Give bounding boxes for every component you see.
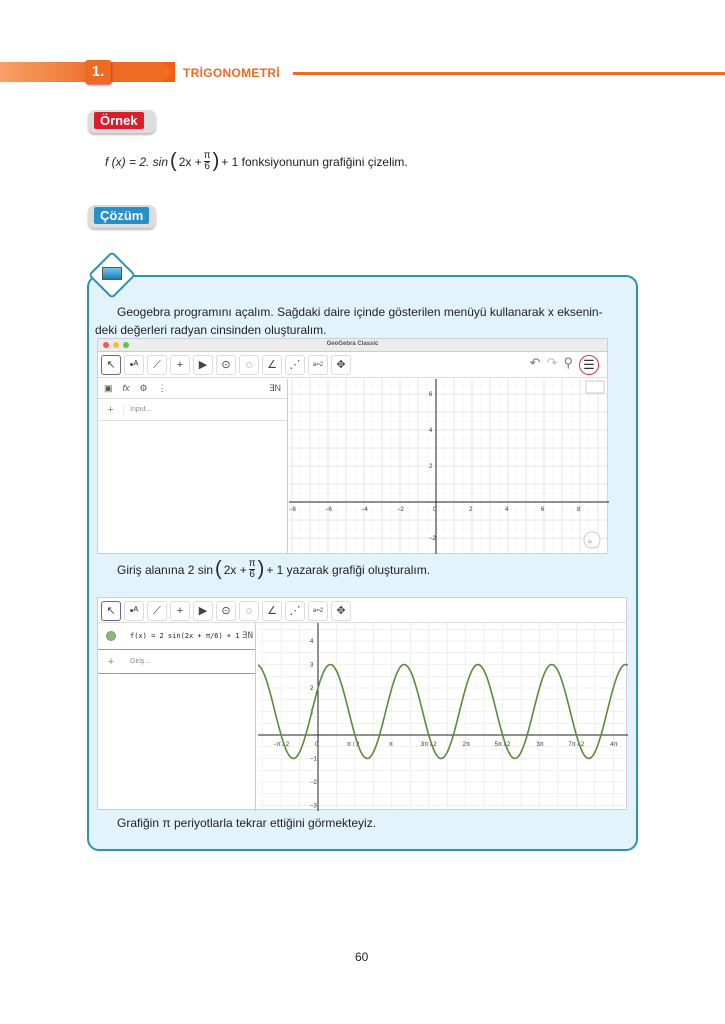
x-tick-label: −2 <box>397 507 404 513</box>
fx-icon[interactable]: fx <box>122 383 130 393</box>
algebra-panel <box>98 623 256 811</box>
x-tick-label: 4 <box>505 507 509 513</box>
x-tick-label: −6 <box>325 507 332 513</box>
x-tick-label: 6 <box>541 507 545 513</box>
home-button <box>584 532 600 548</box>
algebra-panel <box>98 379 288 554</box>
redo-icon[interactable]: ↷ <box>546 355 558 370</box>
x-tick-label: 2 <box>469 507 473 513</box>
x-tick-label: 5π / 2 <box>494 742 511 748</box>
header-line <box>293 72 725 75</box>
circle-3pt-tool[interactable]: ◌ <box>239 355 259 375</box>
page-number: 60 <box>355 950 369 964</box>
window-title: GeoGebra Classic <box>326 341 379 347</box>
x-tick-label: 7π / 2 <box>568 742 585 748</box>
solution-badge: Çözüm <box>88 205 156 228</box>
y-tick-label: 6 <box>429 392 433 398</box>
x-tick-label: 8 <box>577 507 581 513</box>
x-tick-label: −π / 2 <box>273 742 290 748</box>
move-view-tool[interactable]: ✥ <box>331 601 351 621</box>
move-tool[interactable]: ↖ <box>101 355 121 375</box>
intro-text: Geogebra programını açalım. Sağdaki daire içinde gösterilen menüyü kullanarak x eksenin- deki değerleri radyan cinsinden oluşturalım. <box>95 305 603 337</box>
header-chevron <box>112 62 174 82</box>
input-field[interactable]: Input... <box>130 406 152 413</box>
y-tick-label: −2 <box>429 536 436 542</box>
y-tick-label: 4 <box>310 639 314 645</box>
x-tick-label: −8 <box>289 507 296 513</box>
function-expression[interactable]: f(x) = 2 sin(2x + π/6) + 1 <box>130 632 240 640</box>
y-tick-label: −3 <box>310 803 317 810</box>
add-icon[interactable]: + <box>98 404 124 416</box>
perpendicular-tool[interactable]: + <box>170 601 190 621</box>
menu-button[interactable]: ☰ <box>579 355 599 375</box>
computer-icon <box>102 267 122 280</box>
y-tick-label: 4 <box>429 428 433 434</box>
graphics-view-2[interactable] <box>258 623 628 811</box>
chapter-title: TRİGONOMETRİ <box>183 66 280 80</box>
example-formula: f (x) = 2. sin ( 2x + $\frac{\pi}{6}$ ) + 1 fonksiyonunun grafiğini çizelim. <box>105 150 408 172</box>
visibility-toggle[interactable] <box>106 631 116 641</box>
y-tick-label: −1 <box>310 756 317 763</box>
reflect-tool[interactable]: ⋰ <box>285 355 305 375</box>
angle-tool[interactable]: ∠ <box>262 355 282 375</box>
step2-text: Giriş alanına 2 sin ( 2x + $\frac{\pi}{6}$ ) + 1 yazarak grafiği oluşturalım. <box>117 558 431 580</box>
more-icon[interactable]: ⋮ <box>157 383 167 393</box>
conclusion-text: Grafiğin π periyotlarla tekrar ettiğini görmekteyiz. <box>117 816 377 830</box>
undo-icon[interactable]: ↶ <box>529 355 541 370</box>
y-tick-label: 2 <box>429 464 433 470</box>
x-tick-label: 0 <box>433 507 437 513</box>
chapter-number: 1. <box>85 60 111 84</box>
point-tool[interactable]: •ᴬ <box>124 601 144 621</box>
graphics-settings-icon <box>586 381 604 393</box>
slider-tool[interactable]: a=2 <box>308 601 328 621</box>
reflect-tool[interactable]: ⋰ <box>285 601 305 621</box>
y-tick-label: 3 <box>310 662 314 669</box>
x-tick-label: 4π <box>610 742 618 748</box>
point-tool[interactable]: •ᴬ <box>124 355 144 375</box>
y-tick-label: 1 <box>310 709 314 716</box>
move-view-tool[interactable]: ✥ <box>331 355 351 375</box>
angle-tool[interactable]: ∠ <box>262 601 282 621</box>
x-tick-label: 0 <box>315 742 319 748</box>
y-tick-label: −2 <box>310 780 317 786</box>
sort-icon[interactable]: ∃N <box>242 631 253 641</box>
add-icon[interactable]: + <box>107 655 115 668</box>
perpendicular-tool[interactable]: + <box>170 355 190 375</box>
circle-3pt-tool[interactable]: ◌ <box>239 601 259 621</box>
algebra-view-icon[interactable]: ▣ <box>104 383 113 393</box>
example-badge: Örnek <box>88 110 156 133</box>
x-tick-label: 3π <box>536 742 544 748</box>
x-tick-label: π / 2 <box>346 742 360 748</box>
settings-icon[interactable]: ⚙ <box>139 383 148 393</box>
geogebra-window-1 <box>97 338 608 554</box>
x-tick-label: 3π / 2 <box>420 742 437 748</box>
line-tool[interactable]: ⟋ <box>147 601 167 621</box>
graphics-view-1[interactable] <box>289 379 609 554</box>
line-tool[interactable]: ⟋ <box>147 355 167 375</box>
toolbar <box>98 598 626 623</box>
slider-tool[interactable]: a=2 <box>308 355 328 375</box>
search-icon[interactable]: ⚲ <box>563 355 573 370</box>
x-tick-label: π <box>388 742 393 748</box>
geogebra-window-2 <box>97 597 627 810</box>
home-icon: ⌂ <box>588 539 592 545</box>
sort-icon[interactable]: ∃N <box>268 383 281 393</box>
circle-tool[interactable]: ⊙ <box>216 601 236 621</box>
input-field[interactable]: Giriş... <box>130 658 151 665</box>
circle-tool[interactable]: ⊙ <box>216 355 236 375</box>
polygon-tool[interactable]: ▶ <box>193 355 213 375</box>
polygon-tool[interactable]: ▶ <box>193 601 213 621</box>
x-tick-label: −4 <box>361 507 368 513</box>
x-tick-label: 2π <box>462 742 471 748</box>
move-tool[interactable]: ↖ <box>101 601 121 621</box>
y-tick-label: 2 <box>310 686 314 692</box>
